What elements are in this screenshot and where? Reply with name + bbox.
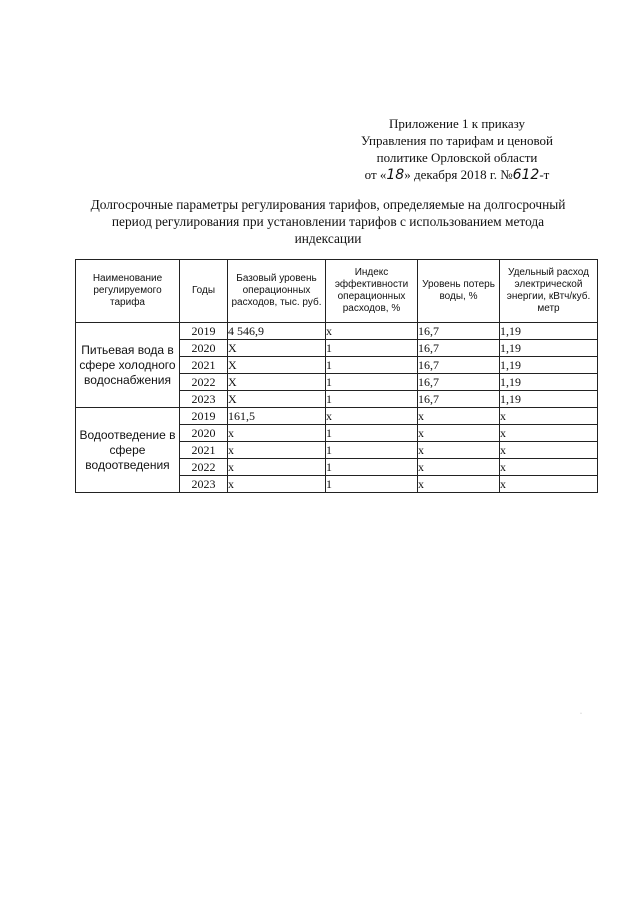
base-cell: х <box>228 425 326 442</box>
title-line-3: индексации <box>294 231 362 246</box>
energy-cell: х <box>500 408 598 425</box>
title-line-1: Долгосрочные параметры регулирования тарифов, определяемые на долгосрочный <box>90 197 566 212</box>
header-base-expenses: Базовый уровень операционных расходов, тыс. руб. <box>228 260 326 323</box>
index-cell: 1 <box>326 374 418 391</box>
year-cell: 2021 <box>180 442 228 459</box>
year-cell: 2020 <box>180 425 228 442</box>
appendix-date-line <box>330 166 584 184</box>
year-cell: 2022 <box>180 459 228 476</box>
energy-cell: 1,19 <box>500 323 598 340</box>
index-cell: 1 <box>326 391 418 408</box>
energy-cell: 1,19 <box>500 357 598 374</box>
losses-cell: х <box>418 408 500 425</box>
energy-cell: х <box>500 425 598 442</box>
date-middle: » декабря 2018 г. № <box>404 167 513 182</box>
index-cell: 1 <box>326 476 418 493</box>
year-cell: 2019 <box>180 323 228 340</box>
number-suffix: -т <box>539 167 550 182</box>
header-years: Годы <box>180 260 228 323</box>
table-row <box>76 408 598 425</box>
energy-cell: 1,19 <box>500 340 598 357</box>
year-cell: 2019 <box>180 408 228 425</box>
handwritten-day: 18 <box>386 167 405 183</box>
base-cell: 4 546,9 <box>228 323 326 340</box>
losses-cell: х <box>418 425 500 442</box>
base-cell: Х <box>228 391 326 408</box>
losses-cell: 16,7 <box>418 340 500 357</box>
header-energy-consumption: Удельный расход электрической энергии, кВтч/куб. метр <box>500 260 598 323</box>
losses-cell: 16,7 <box>418 323 500 340</box>
index-cell: 1 <box>326 459 418 476</box>
energy-cell: х <box>500 442 598 459</box>
base-cell: х <box>228 459 326 476</box>
document-title <box>62 196 594 247</box>
appendix-line-1: Приложение 1 к приказу <box>388 116 525 131</box>
base-cell: х <box>228 442 326 459</box>
year-cell: 2022 <box>180 374 228 391</box>
index-cell: 1 <box>326 340 418 357</box>
header-efficiency-index: Индекс эффективности операционных расходов, % <box>326 260 418 323</box>
scan-speck: · <box>580 711 582 717</box>
index-cell: 1 <box>326 442 418 459</box>
header-water-losses: Уровень потерь воды, % <box>418 260 500 323</box>
tariff-name-cell: Питьевая вода в сфере холодного водоснабжения <box>76 323 180 408</box>
index-cell: 1 <box>326 425 418 442</box>
title-line-2: период регулирования при установлении тарифов с использованием метода <box>111 214 545 229</box>
year-cell: 2020 <box>180 340 228 357</box>
base-cell: Х <box>228 340 326 357</box>
energy-cell: 1,19 <box>500 391 598 408</box>
index-cell: х <box>326 323 418 340</box>
appendix-note <box>330 115 584 184</box>
parameters-table <box>75 259 598 493</box>
losses-cell: 16,7 <box>418 357 500 374</box>
appendix-line-3: политике Орловской области <box>376 150 538 165</box>
energy-cell: х <box>500 476 598 493</box>
table-row <box>76 323 598 340</box>
energy-cell: 1,19 <box>500 374 598 391</box>
table-header-row <box>76 260 598 323</box>
tariff-name-cell: Водоотведение в сфере водоотведения <box>76 408 180 493</box>
energy-cell: х <box>500 459 598 476</box>
base-cell: Х <box>228 357 326 374</box>
base-cell: Х <box>228 374 326 391</box>
year-cell: 2021 <box>180 357 228 374</box>
losses-cell: 16,7 <box>418 391 500 408</box>
handwritten-order-number: 612 <box>512 167 540 183</box>
losses-cell: 16,7 <box>418 374 500 391</box>
base-cell: 161,5 <box>228 408 326 425</box>
year-cell: 2023 <box>180 476 228 493</box>
header-tariff-name: Наименование регулируемого тарифа <box>76 260 180 323</box>
losses-cell: х <box>418 459 500 476</box>
losses-cell: х <box>418 476 500 493</box>
base-cell: х <box>228 476 326 493</box>
year-cell: 2023 <box>180 391 228 408</box>
appendix-line-2: Управления по тарифам и ценовой <box>361 133 553 148</box>
index-cell: х <box>326 408 418 425</box>
index-cell: 1 <box>326 357 418 374</box>
date-prefix: от « <box>364 167 387 182</box>
losses-cell: х <box>418 442 500 459</box>
